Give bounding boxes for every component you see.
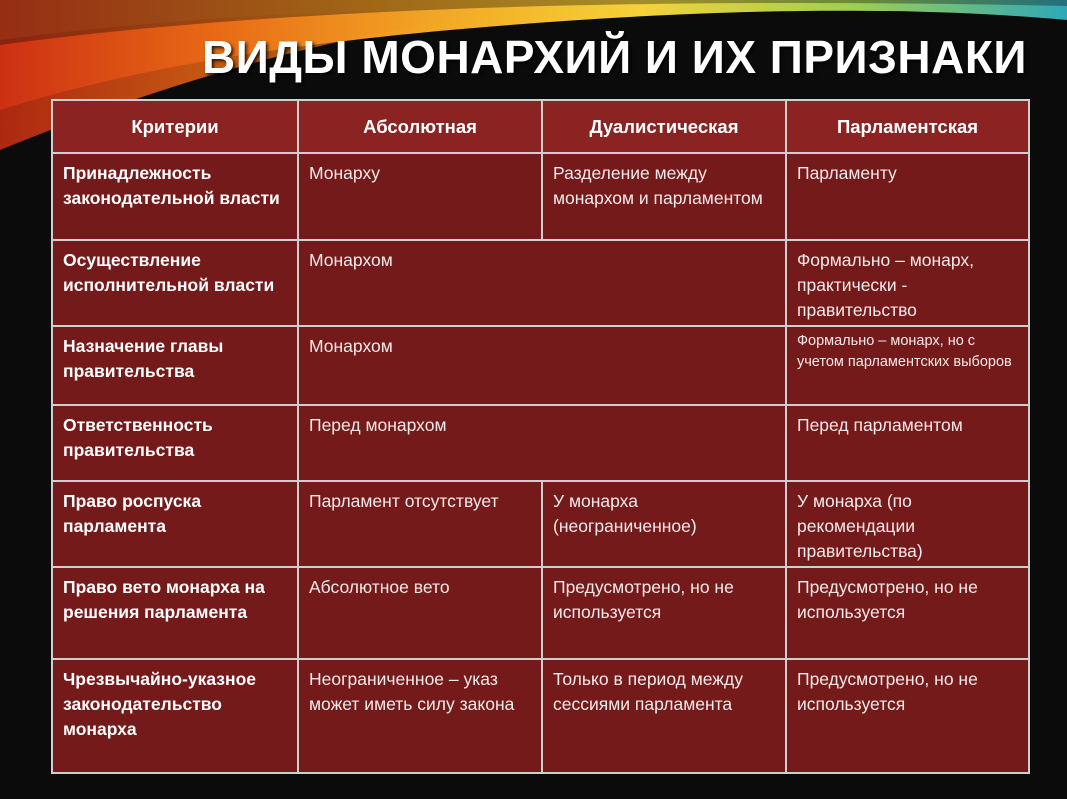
absolute-cell: Монарху (298, 153, 542, 240)
table-row (52, 405, 1029, 481)
criterion-cell: Осуществление исполнительной власти (52, 240, 298, 326)
absolute-cell: Неограниченное – указ может иметь силу закона (298, 659, 542, 773)
dualistic-cell: Только в период между сессиями парламента (542, 659, 786, 773)
table-row (52, 326, 1029, 405)
dualistic-cell: Разделение между монархом и парламентом (542, 153, 786, 240)
criterion-cell: Чрезвычайно-указное законодательство монарха (52, 659, 298, 773)
table-row (52, 240, 1029, 326)
table-row (52, 153, 1029, 240)
table-row (52, 481, 1029, 567)
criterion-cell: Право вето монарха на решения парламента (52, 567, 298, 659)
criterion-cell: Ответственность правительства (52, 405, 298, 481)
criterion-cell: Право роспуска парламента (52, 481, 298, 567)
parliamentary-cell: Предусмотрено, но не используется (786, 567, 1029, 659)
dualistic-cell: Предусмотрено, но не используется (542, 567, 786, 659)
parliamentary-cell: Перед парламентом (786, 405, 1029, 481)
table-row (52, 659, 1029, 773)
criterion-cell: Назначение главы правительства (52, 326, 298, 405)
parliamentary-cell: Формально – монарх, но с учетом парламентских выборов (786, 326, 1029, 405)
absolute-cell: Абсолютное вето (298, 567, 542, 659)
parliamentary-cell: Парламенту (786, 153, 1029, 240)
header-criteria: Критерии (52, 100, 298, 153)
parliamentary-cell: Предусмотрено, но не используется (786, 659, 1029, 773)
absolute-dualistic-cell: Перед монархом (298, 405, 786, 481)
page-title: ВИДЫ МОНАРХИЙ И ИХ ПРИЗНАКИ (202, 31, 1027, 83)
header-parliamentary: Парламентская (786, 100, 1029, 153)
header-dualistic: Дуалистическая (542, 100, 786, 153)
absolute-dualistic-cell: Монархом (298, 326, 786, 405)
header-absolute: Абсолютная (298, 100, 542, 153)
absolute-cell: Парламент отсутствует (298, 481, 542, 567)
criterion-cell: Принадлежность законодательной власти (52, 153, 298, 240)
table-header-row (52, 100, 1029, 153)
table-row (52, 567, 1029, 659)
dualistic-cell: У монарха (неограниченное) (542, 481, 786, 567)
parliamentary-cell: Формально – монарх, практически - правительство (786, 240, 1029, 326)
absolute-dualistic-cell: Монархом (298, 240, 786, 326)
monarchy-types-table (51, 99, 1030, 774)
parliamentary-cell: У монарха (по рекомендации правительства) (786, 481, 1029, 567)
